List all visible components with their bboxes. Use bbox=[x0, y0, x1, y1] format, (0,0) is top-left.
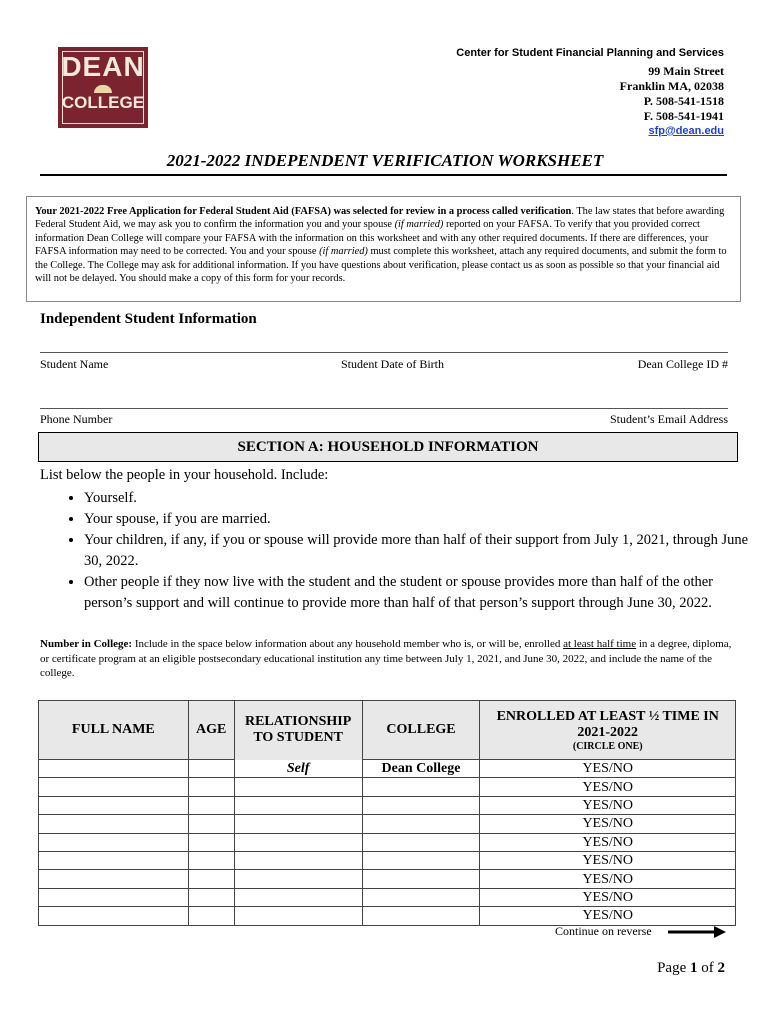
intro-italic-1: (if married) bbox=[394, 219, 444, 231]
cell-age[interactable] bbox=[188, 760, 234, 778]
phone-email-line[interactable] bbox=[40, 408, 728, 409]
household-list-intro: List below the people in your household. Include: bbox=[40, 467, 329, 483]
cell-relationship[interactable] bbox=[234, 815, 362, 833]
cell-college[interactable] bbox=[362, 833, 480, 851]
cell-enrolled[interactable]: YES/NO bbox=[480, 796, 736, 814]
table-header-row bbox=[39, 701, 736, 760]
table-row bbox=[39, 815, 736, 833]
title-rule bbox=[40, 174, 727, 176]
cell-college[interactable] bbox=[362, 888, 480, 906]
logo-bottom-word: COLLEGE bbox=[61, 93, 145, 112]
page-of: of bbox=[697, 960, 718, 976]
cell-college[interactable] bbox=[362, 796, 480, 814]
logo-top-word: DEAN bbox=[61, 51, 145, 82]
table-row bbox=[39, 907, 736, 925]
table-row bbox=[39, 851, 736, 869]
cell-relationship[interactable] bbox=[234, 833, 362, 851]
nic-text-1: Include in the space below information about any household member who is, or will be, enrolled bbox=[132, 638, 564, 650]
cell-relationship[interactable] bbox=[234, 796, 362, 814]
cell-relationship[interactable] bbox=[234, 907, 362, 925]
cell-age[interactable] bbox=[188, 851, 234, 869]
household-table bbox=[38, 700, 736, 926]
cell-name[interactable] bbox=[39, 815, 189, 833]
bullet-item: • Your children, if any, if you or spouse will provide more than half of their support from July 1, 2021, through June 30, 2022. bbox=[84, 530, 764, 572]
nic-label: Number in College: bbox=[40, 638, 133, 650]
col-full-name: FULL NAME bbox=[39, 701, 189, 760]
student-info-heading: Independent Student Information bbox=[40, 311, 257, 327]
cell-enrolled[interactable]: YES/NO bbox=[480, 815, 736, 833]
cell-name[interactable] bbox=[39, 833, 189, 851]
cell-enrolled[interactable]: YES/NO bbox=[480, 888, 736, 906]
table-row bbox=[39, 870, 736, 888]
cell-relationship[interactable] bbox=[234, 778, 362, 796]
household-bullets bbox=[40, 488, 764, 614]
cell-relationship[interactable] bbox=[234, 888, 362, 906]
cell-name[interactable] bbox=[39, 778, 189, 796]
bullet-item: • Other people if they now live with the student and the student or spouse provides more than half of the other person’s support and will continue to provide more than half of that person’s support through June 30, 2022. bbox=[84, 572, 764, 614]
continue-note: Continue on reverse bbox=[555, 924, 652, 938]
table-row bbox=[39, 760, 736, 778]
nic-underlined: at least half time bbox=[563, 638, 637, 650]
number-in-college-note bbox=[40, 637, 740, 681]
col-enrolled-label: ENROLLED AT LEAST ½ TIME IN 2021-2022 bbox=[496, 708, 719, 740]
cell-enrolled[interactable]: YES/NO bbox=[480, 778, 736, 796]
address-phone: P. 508-541-1518 bbox=[643, 94, 724, 108]
cell-age[interactable] bbox=[188, 907, 234, 925]
cell-relationship[interactable]: Self bbox=[234, 760, 362, 778]
logo-emblem-icon bbox=[94, 85, 112, 93]
intro-box bbox=[26, 196, 741, 302]
cell-age[interactable] bbox=[188, 888, 234, 906]
cell-college[interactable] bbox=[362, 778, 480, 796]
intro-text-3: must complete this worksheet, attach any required documents, and submit the form to the College. The College may ask for additional information. If you have questions about verification, please contact us as soon as possible so that your financial aid will not be delayed. You should make a copy of this form for your records. bbox=[35, 246, 727, 285]
cell-name[interactable] bbox=[39, 907, 189, 925]
cell-college[interactable] bbox=[362, 851, 480, 869]
page-current: 1 bbox=[690, 960, 698, 976]
cell-enrolled[interactable]: YES/NO bbox=[480, 833, 736, 851]
cell-age[interactable] bbox=[188, 833, 234, 851]
col-college: COLLEGE bbox=[362, 701, 480, 760]
cell-relationship[interactable] bbox=[234, 851, 362, 869]
email-link[interactable]: sfp@dean.edu bbox=[648, 125, 724, 137]
cell-enrolled[interactable]: YES/NO bbox=[480, 760, 736, 778]
worksheet-title: 2021-2022 INDEPENDENT VERIFICATION WORKSHEET bbox=[166, 151, 604, 170]
phone-label: Phone Number bbox=[40, 412, 113, 426]
col-enrolled bbox=[480, 701, 736, 760]
dean-college-logo bbox=[58, 47, 148, 128]
circle-one-label: (CIRCLE ONE) bbox=[572, 740, 643, 752]
intro-text-2: reported on your FAFSA. To verify that you provided correct information Dean College will compare your FAFSA with the information on this worksheet and with any other required documents. If there are differences, your FAFSA information may need to be corrected. You and your spouse bbox=[35, 219, 709, 258]
student-name-line[interactable] bbox=[40, 352, 728, 353]
cell-college[interactable]: Dean College bbox=[362, 760, 480, 778]
cell-age[interactable] bbox=[188, 778, 234, 796]
cell-enrolled[interactable]: YES/NO bbox=[480, 851, 736, 869]
page-number bbox=[657, 960, 725, 977]
section-a-heading: SECTION A: HOUSEHOLD INFORMATION bbox=[38, 432, 738, 462]
table-row bbox=[39, 796, 736, 814]
student-name-label: Student Name bbox=[40, 357, 109, 371]
cell-college[interactable] bbox=[362, 907, 480, 925]
cell-name[interactable] bbox=[39, 760, 189, 778]
table-row bbox=[39, 778, 736, 796]
address-city: Franklin MA, 02038 bbox=[619, 79, 724, 93]
cell-relationship[interactable] bbox=[234, 870, 362, 888]
cell-enrolled[interactable]: YES/NO bbox=[480, 870, 736, 888]
cell-name[interactable] bbox=[39, 851, 189, 869]
cell-age[interactable] bbox=[188, 870, 234, 888]
office-name: Center for Student Financial Planning and Services bbox=[456, 47, 724, 59]
cell-college[interactable] bbox=[362, 870, 480, 888]
cell-name[interactable] bbox=[39, 870, 189, 888]
intro-text-1: . The law states that before awarding Federal Student Aid, we may ask you to confirm the information you and your spouse bbox=[35, 206, 725, 231]
address-fax: F. 508-541-1941 bbox=[643, 109, 724, 123]
intro-bold: Your 2021-2022 Free Application for Federal Student Aid (FAFSA) was selected for review in a process called verification bbox=[35, 206, 572, 217]
table-row bbox=[39, 833, 736, 851]
page-total: 2 bbox=[717, 960, 725, 976]
email-label: Student’s Email Address bbox=[610, 412, 728, 426]
cell-enrolled[interactable]: YES/NO bbox=[480, 907, 736, 925]
intro-italic-2: (if married) bbox=[319, 246, 368, 258]
table-row bbox=[39, 888, 736, 906]
college-id-label: Dean College ID # bbox=[637, 357, 728, 371]
nic-text-2: in a degree, diploma, or certificate program at an eligible postsecondary educational institution any time between July 1, 2021, and June 30, 2022, and include the name of the college. bbox=[40, 638, 732, 679]
cell-age[interactable] bbox=[188, 815, 234, 833]
bullet-item: • Yourself. bbox=[84, 488, 764, 509]
col-age: AGE bbox=[188, 701, 234, 760]
cell-age[interactable] bbox=[188, 796, 234, 814]
cell-name[interactable] bbox=[39, 796, 189, 814]
col-relationship: RELATIONSHIP TO STUDENT bbox=[234, 701, 362, 760]
address-street: 99 Main Street bbox=[648, 64, 724, 78]
right-arrow-icon bbox=[668, 926, 726, 938]
dob-label: Student Date of Birth bbox=[341, 357, 444, 371]
bullet-item: • Your spouse, if you are married. bbox=[84, 509, 764, 530]
cell-name[interactable] bbox=[39, 888, 189, 906]
cell-college[interactable] bbox=[362, 815, 480, 833]
page-prefix: Page bbox=[657, 960, 690, 976]
